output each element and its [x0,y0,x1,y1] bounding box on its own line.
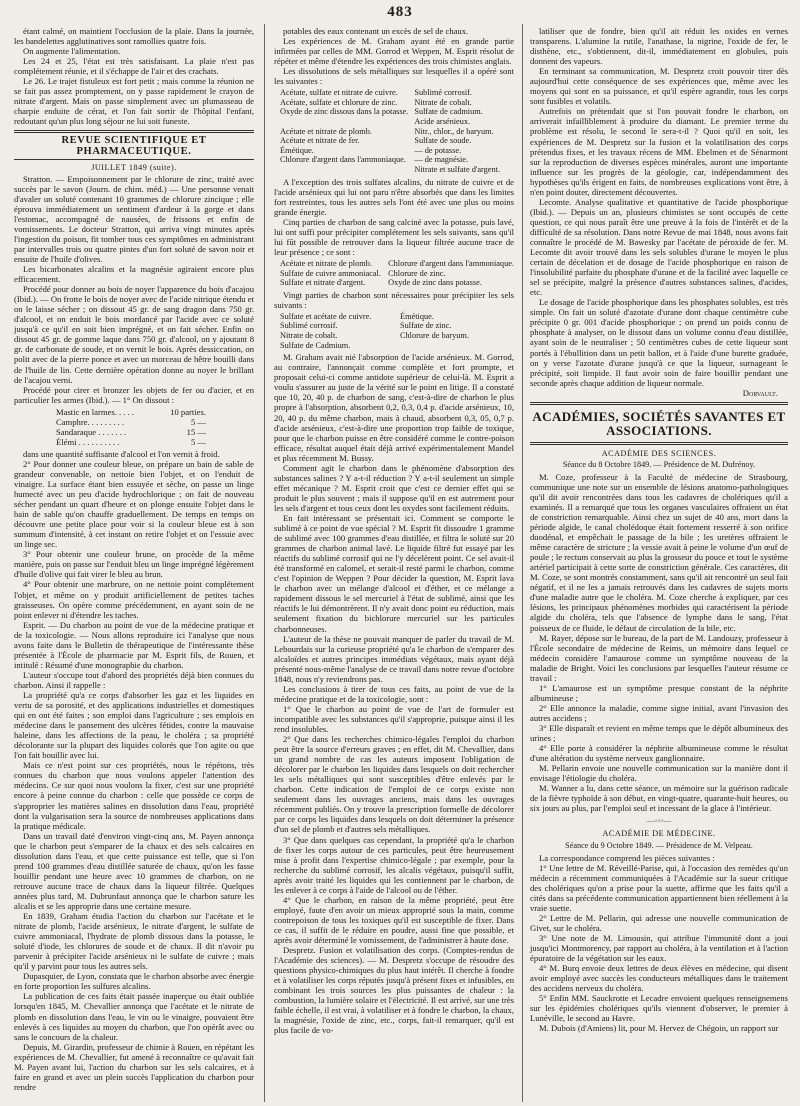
section-title: ACADÉMIES, SOCIÉTÉS SAVANTES ET ASSOCIATIONS. [530,402,788,445]
paragraph: 1° Une lettre de M. Réveillé-Parise, qui, à l'occasion des remèdes qu'un médecin a récemment communiquées à l'Académie sur la sueur critique des cholériques qu'on a prise pour la suette, affirme que les faits qu'il a cités dans sa précédente communication appartiennent bien réellement à la vraie suette. [530,862,788,913]
paragraph: 3° Une note de M. Limousin, qui attribue l'immunité dont a joui jusqu'ici Montmorency, par rapport au choléra, à la ventilation et à l'action épuratoire de la végétation sur les eaux. [530,932,788,964]
grid-cell: Acétate et nitrate de fer. [280,136,360,146]
column-3 [530,26,788,1100]
column-1 [14,26,254,1100]
column-1-body [14,449,254,1092]
paragraph: Les dissolutions de sels métalliques sur lesquelles il a opéré sont les suivantes : [274,66,514,87]
paragraph: Les expériences de M. Graham ayant été en grande partie infirmées par celles de MM. Gorrod et Weppen, M. Esprit résolut de répéter et même d'étendre les expériences des trois chimistes anglais. [274,36,514,67]
section-date: JUILLET 1849 (suite). [91,162,177,172]
paragraph: Dupasquier, de Lyon, constata que le charbon absorbe avec énergie en forte proportion les sulfures alcalins. [14,971,254,992]
paragraph: 1° L'amaurose est un symptôme presque constant de la néphrite albumineuse ; [530,682,788,703]
paragraph: Dans un travail daté d'environ vingt-cinq ans, M. Payen annonça que le charbon peut s'emparer de la chaux et des sels calcaires en dissolution dans l'eau, et que cette puissance est telle, que si l'on prend 100 grammes d'eau distillée saturée de chaux, qu'on les fasse bouillir pendant une heure avec 10 grammes de charbon, on ne retrouve aucune trace de chaux dans la liqueur filtrée. Quelques années plus tard, M. Dubrunfaut annonça que le charbon sature les alcalis et se les approprie dans une certaine mesure. [14,830,254,911]
paragraph: Depuis, M. Girardin, professeur de chimie à Rouen, en répétant les expériences de M. Chevallier, fut amené à reconnaître ce qu'avait fait M. Payen avant lui, l'action du charbon sur les sels calcaires, et à faire en grand et avec un plein succès l'application du charbon pour rendre [14,1041,254,1092]
column-3-body [530,853,788,1034]
paragraph: Les bicarbonates alcalins et la magnésie agiraient encore plus efficacement. [14,264,254,285]
grid-cell: Nitrate de cobalt. [414,97,472,107]
grid-cell [280,165,408,175]
paragraph: Stratton. — Empoisonnement par le chlorure de zinc, traité avec succès par le savon (Journ. de chim. méd.) — Une personne venait d'avaler un soluté contenant 10 grammes de chlorure zincique ; elle éprouva immédiatement un sentiment d'ardeur à la gorge et dans l'estomac, accompagné de nausées, de frissons et enfin de vomissements. Le docteur Stratton, qui arriva vingt minutes après l'ingestion du poison, fit tomber tous ces symptômes en administrant par intervalles trois ou quatre pintes d'un fort soluté de savon noir et ensuite de l'huile d'olives. [14,173,254,264]
grid-cell: Chlorure d'argent dans l'ammoniaque. [280,155,406,165]
grid-cell: Chlorure de baryum. [400,331,469,341]
grid-cell: Acétate et nitrate de plomb. [280,259,372,268]
grid-cell: Sublimé corrosif. [280,321,338,331]
paragraph: La propriété qu'a ce corps d'absorber les gaz et les liquides en vertu de sa porosité, et des applications industrielles et domestiques qui en ont été faites ; son emploi dans l'agriculture ; ses emplois en médecine dans le pansement des ulcères fétides, contre la mauvaise haleine, dans les affections de la peau, le choléra ; sa propriété décolorante sur la plupart des liquides colorés que l'on agite ou que l'on fait bouillir avec lui. [14,690,254,761]
paragraph: Le 26. Le trajet fistuleux est fort petit ; mais comme la réunion ne se fait pas assez promptement, on y passe rapidement le crayon de nitrate d'argent. Mais on passe simplement avec un plumasseau de charpie enduite de cérat, et l'on fait sortir de l'hôpital l'enfant, redoutant qu'un plus long séjour ne lui soit funeste. [14,76,254,127]
section-title: REVUE SCIENTIFIQUE ET PHARMACEUTIQUE. [14,130,254,159]
grid-cell: Acide arsénieux. [414,117,471,127]
paragraph: 4° Que le charbon, en raison de la même propriété, peut être employé, faute d'en avoir un mieux approprié sous la main, comme contrepoison de tous les toxiques qu'il est susceptible de fixer. Dans ce cas, il suffit de le réduire en poudre, aussi fine que possible, et après avoir déterminé le vomissement, de l'administrer à haute dose. [274,894,514,945]
grid-cell: Sulfate et acétate de cuivre. [280,311,372,321]
paragraph: Esprit. — Du charbon au point de vue de la médecine pratique et de la toxicologie. — Nous allons reproduire ici l'analyse que nous avons faite dans le Bulletin de thérapeutique de l'intéressante thèse présentée à l'École de pharmacie par M. Esprit fils, de Rouen, et intitulé : Résumé d'une monographie du charbon. [14,619,254,670]
paragraph: L'auteur de la thèse ne pouvait manquer de parler du travail de M. Lebourdais sur la curieuse propriété qu'a le charbon de s'emparer des alcaloïdes et autres principes immédiats végétaux, mais ayant déjà présenté nous-même l'analyse de ce travail dans notre revue d'octobre 1848, nous n'y reviendrons pas. [274,633,514,684]
paragraph: 3° Que dans quelques cas cependant, la propriété qu'a le charbon de fixer les corps autour de ces particules, peut être heureusement mise à profit dans l'expertise chimico-légale ; par exemple, pour la recherche du sublimé corrosif, les alcalis végétaux, puisqu'il suffit, après avoir traité les liquides qui les contiennent par le charbon, de les enlever à ce corps à l'aide de l'alcool ou de l'éther. [274,834,514,895]
grid-cell: Sulfate de zinc. [400,321,452,331]
paragraph: 2° Pour donner une couleur bleue, on prépare un bain de sable de grandeur convenable, on nettoie bien l'objet, et on l'enduit de vinaigre. La surface étant bien essuyée et sèche, on passe un linge humecté avec un peu d'acide hydrochlorique ; on fait de nouveau sécher pendant un quart d'heure et on plonge ensuite l'objet dans le bain de sable qu'on chauffe graduellement. De temps en temps on découvre une petite place pour voir si la couleur bleue est à son summum d'intensité, à cet instant on retire l'objet et on l'essuie avec un linge sec. [14,458,254,550]
grid-cell: Acétate et nitrate de plomb. [280,126,372,136]
grid-cell [280,117,408,127]
separator-ornament: —◦◦◦— [646,816,672,826]
grid-cell: Chlorure de zinc. [388,268,446,278]
grid-cell: Nitrate de cobalt. [280,331,338,341]
paragraph: 1° Que le charbon au point de vue de l'art de formuler est incompatible avec les substances qu'il s'approprie, puisque ainsi il les rend insolubles. [274,703,514,734]
column-3-body [530,26,788,388]
paragraph: Vingt parties de charbon sont nécessaires pour précipiter les sels suivants : [274,289,514,310]
paragraph: La publication de ces faits était passée inaperçue ou était oubliée lorsqu'en 1845, M. Chevallier annonça que l'acétate et le nitrate de plomb en dissolution dans l'eau, le vin ou le vinaigre, pouvaient être enlevés à ces liquides au moyen du charbon, que l'on opérât avec ou sans le concours de la chaleur. [14,991,254,1042]
paragraph: M. Graham avait nié l'absorption de l'acide arsénieux. M. Gorrod, au contraire, l'annonçait comme complète et fort prompte, et proposait celui-ci comme antidote supérieur de celui-là. M. Esprit a voulu s'assurer au juste de la vérité sur le point en litige. Il a constaté que 10, 20, 40 p. de charbon de sang, c'est-à-dire de charbon le plus propre à l'absorption, absorbent 0,2, 0,3, 0,4 p. d'acide arsénieux, 10, 20, 40 p. du même charbon, mais à chaud, absorbent 0,3, 05, 0,7 p. d'acide arsénieux, c'est-à-dire une proportion trop faible de toxique, pour que le charbon puisse en être considéré comme le contre-poison efficace, résultat auquel était déjà arrivé expérimentalement Mandel et plus récemment M. Bussy. [274,352,514,463]
grid-cell [400,341,514,351]
grid-cell: Sublimé corrosif. [414,88,472,98]
grid-cell: Sulfate de cadmium. [414,107,483,117]
grid-cell: Nitr., chlor., de baryum. [414,126,494,136]
grid-cell: — de potasse. [414,145,462,155]
grid-cell: Sulfate et nitrate d'argent. [280,278,366,288]
paragraph: En fait intéressant se présentait ici. Comment se comporte le sublimé à ce point de vue spécial ? M. Esprit fit dissoudre 1 gramme de sublimé avec 100 grammes d'eau distillée, et filtra le soluté sur 20 grammes de charbon animal lavé. Le liquide filtré fut essayé par les réactifs du sublimé corrosif qui ne l'y décelèrent point. Ce sel avait-il été transformé en calomel, et serait-il resté parmi le charbon, comme c'est l'opinion de Weppen ? Pour décider la question, M. Esprit lava le charbon avec un mélange d'alcool et d'éther, et ce mélange a rapidement dissous le sel mercuriel à l'état de sublimé, ainsi que les réactifs le lui démontrèrent. Il n'y avait donc point eu réduction, mais seulement fixation du bichlorure mercuriel sur les particules charbonneuses. [274,513,514,634]
paragraph: M. Wanner a lu, dans cette séance, un mémoire sur la guérison radicale de la fièvre typhoïde à son début, en vingt-quatre, quarante-huit heures, ou six jours au plus, par l'emploi seul et incessant de la glace à l'intérieur. [530,783,788,814]
column-2 [274,26,514,1100]
paragraph: Les 24 et 25, l'état est très satisfaisant. La plaie n'est pas complétement réunie, et il s'échappe de l'air et des crachats. [14,56,254,77]
paragraph: Mais ce n'est point sur ces propriétés, nous le répétons, très connues du charbon que nous voulons appeler l'attention des médecins. Ce sur quoi nous voulons la fixer, c'est sur une propriété encore à peine connue du charbon : celle que possède ce corps de s'approprier les matières salines en dissolution dans l'eau, propriété dont la vulgarisation sera la source de nombreuses applications dans la pratique médicale. [14,760,254,831]
paragraph: Les conclusions à tirer de tous ces faits, au point de vue de la médecine pratique et de la toxicologie, sont : [274,683,514,704]
paragraph: Lecomte. Analyse qualitative et quantitative de l'acide phosphorique (Ibid.). — Depuis un an, plusieurs chimistes se sont occupés de cette question, ce qui nous paraît être une preuve à la fois de l'intérêt et de la difficulté de sa résolution. Dans notre Revue de mai 1848, nous avons fait connaître le procédé de M. Bawesky par l'acétate de péroxide de fer. M. Lecomte dit avoir trouvé dans les sels solubles d'urane le moyen le plus certain de décelation et de dosage de l'acide phosphorique en raison de l'insolubilité parfaite du phosphate d'urane et de la facilité avec laquelle ce sel se précipite, malgré la présence d'autres substances salines, d'acides, etc. [530,196,788,298]
grid-cell: — de magnésie. [414,155,469,165]
grid-cell: Sulfate de soude. [414,136,472,146]
paragraph: Comment agit le charbon dans le phénomène d'absorption des substances salines ? Y a-t-il réduction ? Y a-t-il seulement un simple effet mécanique ? M. Esprit croit que c'est ce dernier effet qui se produit le plus souvent ; mais il suppose qu'il en est autrement pour les sels d'argent et tous ceux dont les oxydes sont facilement réduits. [274,462,514,513]
paragraph: M. Dubois (d'Amiens) lit, pour M. Hervez de Chégoin, un rapport sur [539,1023,779,1034]
paragraph: L'auteur s'occupe tout d'abord des propriétés déjà bien connues du charbon. Ainsi il rappelle : [14,669,254,690]
paragraph: Despretz. Fusion et volatilisation des corps. (Comptes-rendus de l'Académie des sciences). — M. Despretz s'occupe de résoudre des questions physico-chimiques du plus haut intérêt. Il cherche à fondre et à volatiliser les corps réputés jusqu'à présent fixes et infusibles, en combinant les trois sources les plus puissantes de chaleur : la combustion, la lumière solaire et l'électricité. Il est arrivé, sur une très faible échelle, il est vrai, à volatiliser et à fondre le charbon, la chaux, la magnésie, l'oxide de zinc, etc., corps, fait-il remarquer, qu'il est plus facile de vo- [274,945,514,1036]
recipe-item: Élémi . . . . . . . . . . 5 — [56,436,206,447]
column-2-intro [274,26,514,86]
grid-cell: Oxyde de zinc dissous dans la potasse. [280,107,409,117]
salt-list [280,312,514,350]
paragraph: M. Rayer, dépose sur le bureau, de la part de M. Landouzy, professeur à l'École secondaire de médecine de Reims, un mémoire dans lequel ce médecin considère l'amaurose comme un symptôme nouveau de la maladie de Bright. Voici les conclusions par lesquelles l'auteur résume ce travail : [530,632,788,683]
paragraph: On augmente l'alimentation. [23,46,121,57]
paragraph: En 1839, Graham étudia l'action du charbon sur l'acétate et le nitrate de plomb, l'acide arsénieux, le nitrate d'argent, le sulfate de cuivre ammoniacal, l'hydrate de plomb dissous dans la potasse, le soluté d'iode, les chlorures de soude et de chaux. Il dit n'avoir pu parvenir à précipiter l'acide arsénieux ni le sulfate de cuivre ; mais qu'il y parvint pour tous les autres sels. [14,911,254,972]
paragraph: En terminant sa communication, M. Despretz croit pouvoir tirer dès aujourd'hui cette conséquence de ses expériences que, même avec les moyens qui sont en sa puissance, et qu'il espère agrandir, tous les corps sont fusibles et volatils. [530,66,788,107]
paragraph: 4° Pour obtenir une marbrure, on ne nettoie point complétement l'objet, et même on y produit artificiellement de petites taches graisseuses. On opère comme précédemment, en ayant soin de ne point enlever ni d'étendre les taches. [14,579,254,620]
column-2-body [274,290,514,310]
paragraph: potables des eaux contenant un excès de sel de chaux. [283,26,469,36]
salt-list [280,259,514,288]
grid-cell: Émétique. [280,145,314,155]
subsection-title: ACADÉMIE DES SCIENCES. [601,448,717,458]
grid-cell: Sulfate de Cadmium. [280,340,351,350]
grid-cell: Oxyde de zinc dans potasse. [388,278,482,288]
grid-cell: Chlorure d'argent dans l'ammoniaque. [388,259,514,268]
grid-cell: Nitrate et sulfate d'argent. [414,165,501,175]
column-rule [264,24,265,1102]
grid-cell: Acétate, sulfate et chlorure de zinc. [280,97,398,107]
recipe-list [56,407,206,447]
paragraph: 3° Elle disparaît et revient en même temps que le dépôt albumineux des urines ; [530,723,788,744]
paragraph: A l'exception des trois sulfates alcalins, du nitrate de cuivre et de l'acide arsénieux qui lui ont paru n'être absorbés que dans les limites fort restreintes, tous les autres sels l'ont été avec une plus ou moins grande énergie. [274,176,514,217]
paragraph: 4° M. Burq envoie deux lettres de deux élèves en médecine, qui disent avoir employé avec succès les conducteurs métalliques dans le traitement des accidens nerveux du choléra. [530,963,788,994]
paragraph: M. Pellarin envoie une nouvelle communication sur la manière dont il envisage l'étiologie du choléra. [530,763,788,784]
signature: Dorvault. [742,387,778,398]
paragraph: 4° Elle porte à considérer la néphrite albumineuse comme le résultat d'une altération du système nerveux ganglionnaire. [530,743,788,764]
paragraph: dans une quantité suffisante d'alcool et l'on vernit à froid. [23,448,220,459]
paragraph: latiliser que de fondre, bien qu'il ait réduit les oxides en vernes transparens. L'alumine la rutile, l'anathase, la nigrine, l'oxide de fer, le disthène, etc., s'obtiennent, dit-il, immédiatement en globules, puis donnent des vapeurs. [530,26,788,67]
recipe-item: Mastic en larmes. . . . . 10 parties. [56,406,206,417]
seance-line: Séance du 8 Octobre 1849. — Présidence de M. Dufrénoy. [562,459,756,469]
subsection-title: ACADÉMIE DE MÉDECINE. [602,829,716,839]
paragraph: Procédé pour cirer et bronzer les objets de fer ou d'acier, et en particulier les armes (Ibid.). — 1° On dissout : [14,384,254,405]
column-rule [522,24,523,1102]
paragraph: Cinq parties de charbon de sang calciné avec la potasse, puis lavé, lui ont suffi pour précipiter complétement les sels suivants, sans qu'il lui fût possible de retrouver dans la liqueur filtrée aucune trace de leur présence ; ce sont : [274,216,514,257]
grid-cell: Sulfate de cuivre ammoniacal. [280,268,381,278]
paragraph: Autrefois on prétendait que si l'on pouvait fondre le charbon, on arriverait infailliblement à produire du diamant. Le premier terme du problème est résolu, le second le sera-t-il ? Quoi qu'il en soit, les expériences de M. Despretz sur la fusion et la volatilisation des corps prétendus fixes, et les travaux récens de MM. Ebelmen et de Sénarmont sur la reproduction de diverses espèces minérales, auront une importante influence sur les progrès de la géologie, car, indépendamment des hypothèses qu'ils érigent en faits, de nombreuses explications vont être, à n'en point douter, directement découvertes. [530,106,788,197]
column-3-body [530,472,788,814]
salt-list [280,88,514,174]
grid-cell: Émétique. [400,311,434,321]
paragraph: Procédé pour donner au bois de noyer l'apparence du bois d'acajou (Ibid.). — On frotte le bois de noyer avec de l'acide nitrique étendu et on le laisse sécher ; on dissout 45 gr. de sang dragon dans 750 gr. d'alcool, et on enduit le bois mordancé par l'acide avec ce soluté jusqu'à ce qu'il en soit bien imprégné, et on fait sécher. Enfin on dissout 45 gr. de gomme laque dans 750 gr. d'alcool, on y ajoutant 8 gr. de carbonate de soude, et on vernit le bois. Après dessiccation, on polit avec de la pierre ponce et avec un morceau de hêtre bouilli dans de l'huile de lin. Cette dernière opération donne au noyer le brillant de l'acajou verni. [14,284,254,385]
paragraph: Le dosage de l'acide phosphorique dans les phosphates solubles, est très simple. On fait un soluté d'azotate d'urane dont chaque centimètre cube précipite 0 gr. 001 d'acide phosphorique ; on prend un poids connu de phosphate à analyser, on le dissout dans un volume connu d'eau distillée, ayant soin de le neutraliser ; 50 centimètres cubes de cette liqueur sont portés à l'ébullition dans un petit ballon, et à l'aide d'une burette graduée, on y verse l'azotate d'urane jusqu'à ce que la liqueur, surnageant le précipité, soit limpide. Il faut avoir soin de faire bouillir pendant une seconde après chaque addition de liqueur normale. [530,297,788,388]
column-2-body [274,352,514,1035]
paragraph: étant calmé, on maintient l'occlusion de la plaie. Dans la journée, les bandelettes agglutinatives sont ramollies quatre fois. [14,26,254,47]
paragraph: 2° Lettre de M. Pellarin, qui adresse une nouvelle communication de Givet, sur le choléra. [530,912,788,933]
paragraph: 5° Enfin MM. Sauckrotte et Lecadre envoient quelques renseignemens sur les épidémies cholériques qu'ils viennent d'observer, le premier à Lunéville, le second au Havre. [530,993,788,1024]
paragraph: M. Coze, professeur à la Faculté de médecine de Strasbourg, communique une note sur un ensemble de lésions anatomo-pathologiques qu'il dit avoir rencontrées dans tous les cadavres de cholériques qu'il a examinés. Il a remarqué que tous les organes vasculaires offraient un état de constriction remarquable. Ainsi chez un sujet de 40 ans, mort dans la période algide, le canal cholédoque était fortement resserré à son orifice duodénal, et empêchait le passage de la bile ; les uretères offraient le même caractère de stricture ; la vessie avait à peine le volume d'un œuf de poule ; le rectum conservait au plus la grosseur du pouce et tout le système artériel participait à cette sorte de constriction générale. Ces caractères, dit M. Coze, se sont montrés constamment, sans qu'il ait rencontré un seul fait négatif, et il ne les a jamais retrouvés dans les cadavres de sujets morts d'une maladie autre que le choléra. M. Coze cherche à expliquer, par ces lésions, les principaux phénomènes morbides qui caractérisent la période algide du choléra, tels que l'absence de lymphe dans le sang, l'état poisseux de ce fluide, le défaut de circulation de la bile, etc. [530,471,788,633]
seance-line: Séance du 9 Octobre 1849. — Présidence de M. Velpeau. [565,840,753,850]
recipe-item: Camphre. . . . . . . . . 5 — [56,416,206,427]
grid-cell: Acétate, sulfate et nitrate de cuivre. [280,88,398,98]
paragraph: 3° Pour obtenir une couleur brune, on procède de la même manière, puis on passe sur l'enduit bleu un linge imprégné légèrement d'huile d'olive qui fait virer le bleu au brun. [14,549,254,580]
paragraph: 2° Elle annonce la maladie, comme signe initial, avant l'invasion des autres accidens ; [530,702,788,723]
recipe-item: Sandaraque . . . . . . . 15 — [56,426,206,437]
column-2-body [274,177,514,257]
paragraph: 2° Que dans les recherches chimico-légales l'emploi du charbon peut être la source d'erreurs graves ; en effet, dit M. Chevallier, dans un grand nombre de cas les auteurs imposent l'obligation de décolorer par le charbon les liquides dans lesquels on doit rechercher les sels métalliques qui sont susceptibles d'être enlevés par le charbon. Cette indication de l'emploi de ce corps existe non seulement dans les ouvrages anciens, mais dans les ouvrages récemment publiés. On y trouve la prescription formelle de décolorer par ce corps les liquides dans lesquels on doit déterminer la présence d'un sel de plomb et d'autres sels métalliques. [274,734,514,835]
paragraph: La correspondance comprend les pièces suivantes : [539,852,715,863]
page-number: 483 [387,4,413,20]
